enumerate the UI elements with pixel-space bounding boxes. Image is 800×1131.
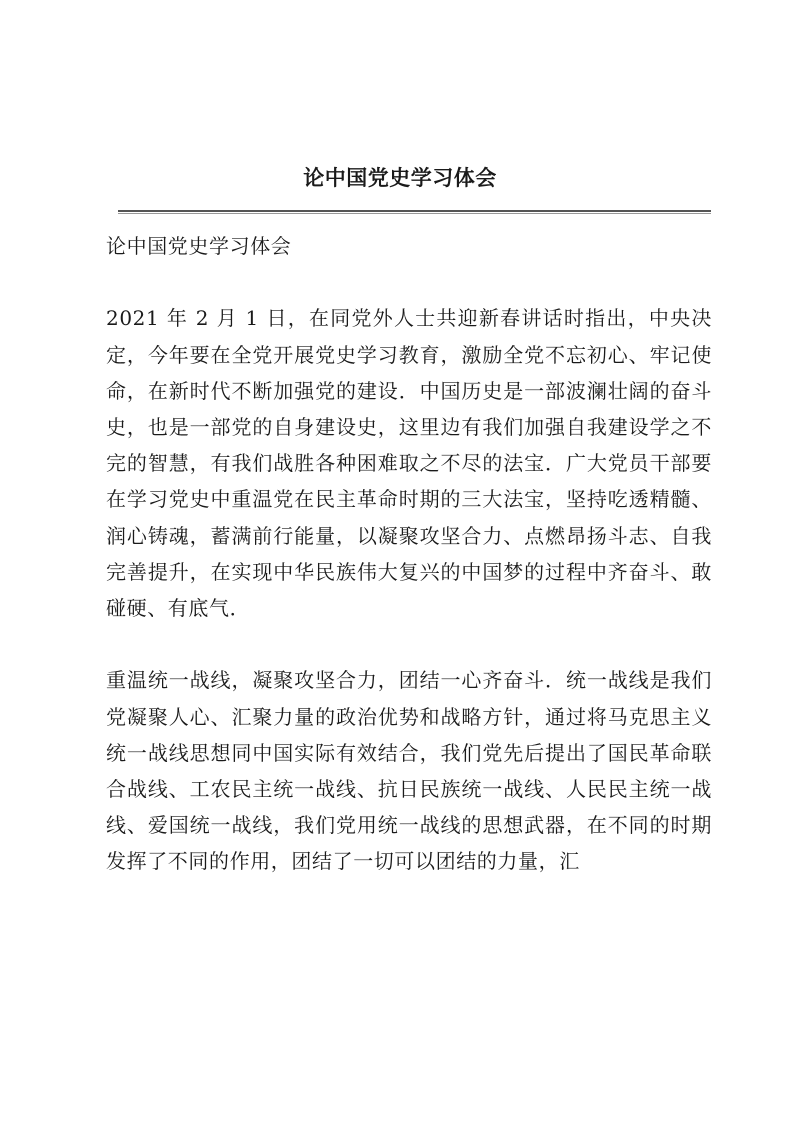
body-paragraph: 2021 年 2 月 1 日，在同党外人士共迎新春讲话时指出，中央决定，今年要在全党开展党史学习教育，激励全党不忘初心、牢记使命，在新时代不断加强党的建设．中国历史是一部波澜壮阔的奋斗史，也是一部党的自身建设史，这里边有我们加强自我建设学之不完的智慧，有我们战胜各种困难取之不尽的法宝．广大党员干部要在学习党史中重温党在民主革命时期的三大法宝，坚持吃透精髓、润心铸魂，蓄满前行能量，以凝聚攻坚合力、点燃昂扬斗志、自我完善提升，在实现中华民族伟大复兴的中国梦的过程中齐奋斗、敢碰硬、有底气．: [106, 306, 712, 621]
document-body: [106, 228, 712, 880]
document-title: 论中国党史学习体会: [303, 165, 497, 190]
document-subtitle: 论中国党史学习体会: [106, 234, 292, 258]
body-paragraph: 重温统一战线，凝聚攻坚合力，团结一心齐奋斗．统一战线是我们党凝聚人心、汇聚力量的政治优势和战略方针，通过将马克思主义统一战线思想同中国实际有效结合，我们党先后提出了国民革命联合战线、工农民主统一战线、抗日民族统一战线、人民民主统一战线、爱国统一战线，我们党用统一战线的思想武器，在不同的时期发挥了不同的作用，团结了一切可以团结的力量，汇: [106, 668, 712, 874]
title-divider: [118, 210, 711, 214]
